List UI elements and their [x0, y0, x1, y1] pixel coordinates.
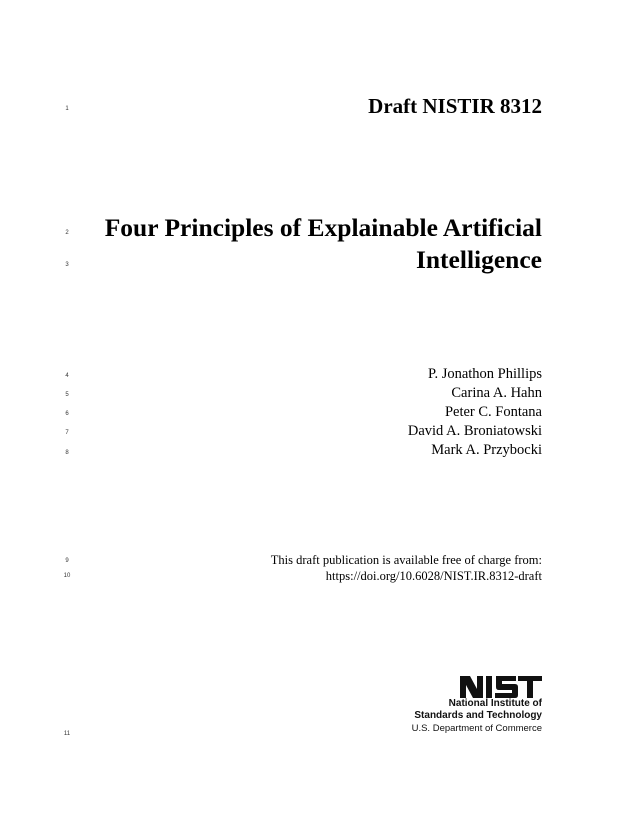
author-4: David A. Broniatowski [407, 423, 542, 439]
author-1: P. Jonathon Phillips [427, 366, 542, 382]
availability-statement: This draft publication is available free of charge from: [270, 553, 542, 567]
line-number-5: 5 [65, 392, 69, 398]
document-title-line-2: Intelligence [415, 245, 542, 274]
nist-org-line-2: Standards and Technology [414, 710, 542, 721]
line-number-2: 2 [65, 230, 69, 236]
line-number-6: 6 [65, 411, 69, 417]
nist-logo [412, 674, 542, 735]
line-number-7: 7 [65, 430, 69, 436]
author-5: Mark A. Przybocki [431, 442, 542, 458]
line-number-9: 9 [65, 558, 69, 564]
line-number-10: 10 [63, 573, 71, 579]
nist-org-line-1: National Institute of [448, 698, 542, 709]
line-number-1: 1 [65, 106, 69, 112]
nist-department: U.S. Department of Commerce [411, 723, 542, 734]
line-number-4: 4 [65, 373, 69, 379]
document-title-line-1: Four Principles of Explainable Artificial [104, 213, 542, 242]
line-number-8: 8 [65, 450, 69, 456]
doi-link[interactable]: https://doi.org/10.6028/NIST.IR.8312-draft [325, 569, 542, 583]
author-3: Peter C. Fontana [444, 404, 542, 420]
nist-wordmark-logo [460, 674, 542, 698]
author-2: Carina A. Hahn [451, 385, 542, 401]
line-number-3: 3 [65, 262, 69, 268]
line-number-11: 11 [63, 731, 71, 737]
report-series: Draft NISTIR 8312 [368, 94, 542, 118]
